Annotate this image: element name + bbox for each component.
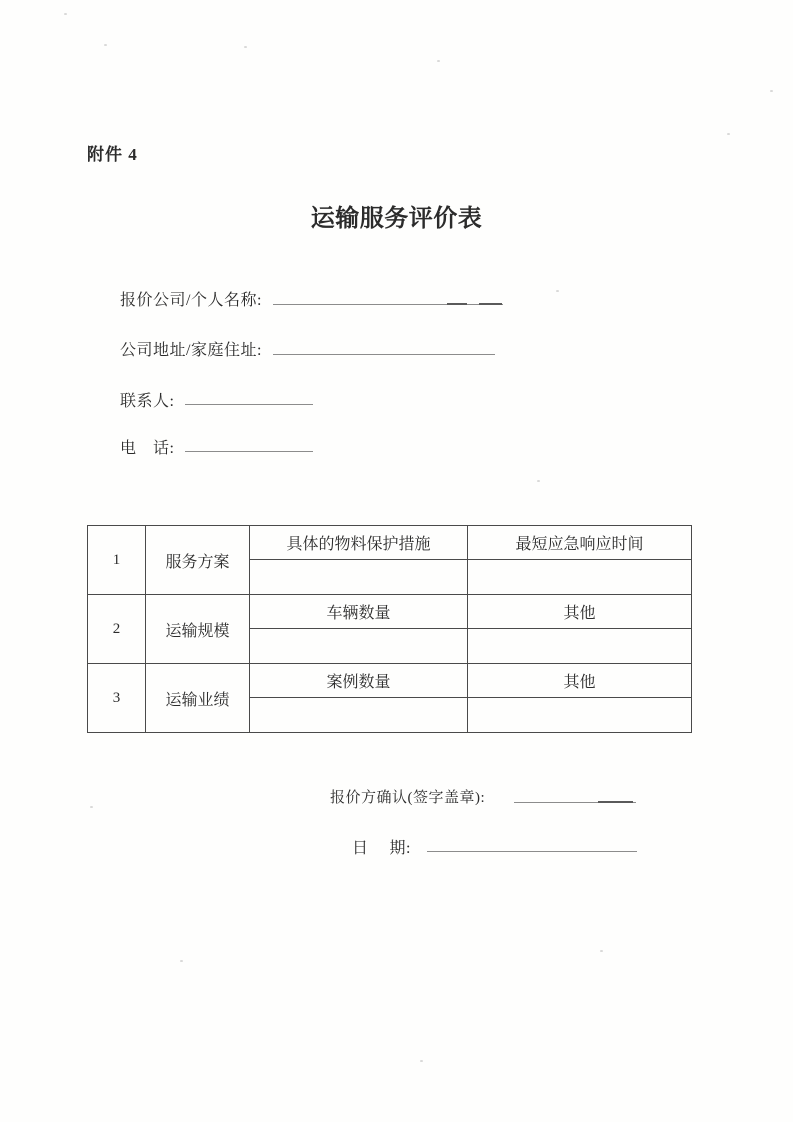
scan-speck xyxy=(770,90,773,92)
extra-value-cell xyxy=(468,629,692,664)
page-title: 运输服务评价表 xyxy=(310,206,483,232)
date-blank-line xyxy=(427,851,637,852)
phone-blank-line xyxy=(185,451,313,452)
confirm-signature-blank-dash xyxy=(598,801,633,803)
extra-header-cell: 其他 xyxy=(468,664,692,698)
field-label-phone: 电 话: xyxy=(120,440,175,457)
extra-value-cell xyxy=(468,560,692,595)
table-row xyxy=(88,664,692,698)
date-label: 日 期: xyxy=(352,840,411,857)
detail-value-cell xyxy=(250,629,468,664)
table-row xyxy=(88,595,692,629)
address-blank-line xyxy=(273,354,495,355)
scan-speck xyxy=(90,806,93,808)
evaluation-table xyxy=(87,525,692,733)
field-label-address: 公司地址/家庭住址: xyxy=(120,342,262,359)
field-label-contact: 联系人: xyxy=(120,393,175,410)
scan-speck xyxy=(420,1060,423,1062)
row-category: 服务方案 xyxy=(146,526,250,595)
scan-speck xyxy=(244,46,247,48)
detail-header-cell: 具体的物料保护措施 xyxy=(250,526,468,560)
scan-speck xyxy=(556,290,559,292)
contact-blank-line xyxy=(185,404,313,405)
company-name-blank-dash xyxy=(479,303,502,305)
extra-value-cell xyxy=(468,698,692,733)
extra-header-cell: 其他 xyxy=(468,595,692,629)
field-label-company-name: 报价公司/个人名称: xyxy=(120,292,262,309)
scan-speck xyxy=(180,960,183,962)
scan-speck xyxy=(727,133,730,135)
scan-speck xyxy=(437,60,440,62)
company-name-blank-line xyxy=(273,304,503,305)
table-row xyxy=(88,526,692,560)
row-number: 1 xyxy=(88,526,146,595)
scan-speck xyxy=(64,13,67,15)
company-name-blank-dash xyxy=(447,303,467,305)
row-number: 3 xyxy=(88,664,146,733)
scan-speck xyxy=(537,480,540,482)
scan-speck xyxy=(600,950,603,952)
detail-header-cell: 案例数量 xyxy=(250,664,468,698)
row-category: 运输业绩 xyxy=(146,664,250,733)
attachment-label: 附件 4 xyxy=(87,145,138,164)
detail-value-cell xyxy=(250,698,468,733)
detail-value-cell xyxy=(250,560,468,595)
row-category: 运输规模 xyxy=(146,595,250,664)
scan-speck xyxy=(104,44,107,46)
extra-header-cell: 最短应急响应时间 xyxy=(468,526,692,560)
row-number: 2 xyxy=(88,595,146,664)
confirm-signature-label: 报价方确认(签字盖章): xyxy=(330,790,486,806)
detail-header-cell: 车辆数量 xyxy=(250,595,468,629)
